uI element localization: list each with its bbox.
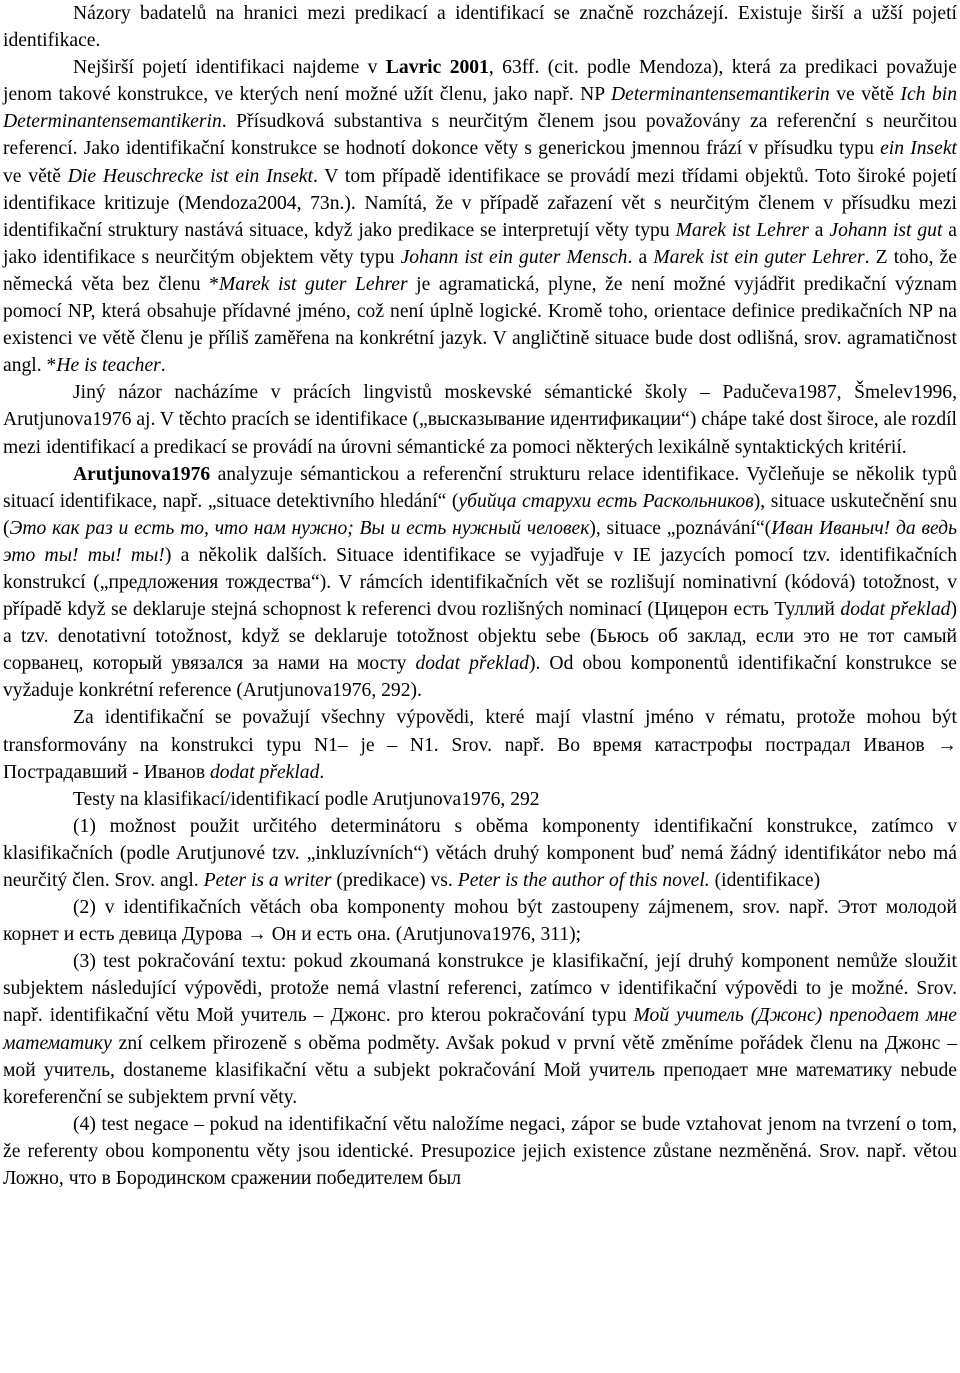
text-run: (3) test pokračování textu: pokud zkoumaná konstrukce je klasifikační, její druhý komponent nemůže sloužit subjektem následující výpovědi, protože nemá vlastní referenci, zatímco v identifikační výpovědi to je možné. Srov. např. identifikační větu Мой учитель – Джонс. pro kterou pokračování typu: [3, 951, 957, 1027]
text-run: .: [160, 355, 166, 377]
text-run: Nejširší pojetí identifikaci najdeme v: [73, 57, 386, 79]
paragraph: [3, 1111, 957, 1192]
text-run: ) a několik dalších. Situace identifikace se vyjadřuje v IE jazycích pomocí tzv. identifikačních konstrukcí („предложения тождества“). V rámcích identifikačních vět se rozlišují nominativní (kódová) totožnost, v případě když se deklaruje stejná schopnost k referenci dvou rozlišných nominací (Цицерон есть Туллий: [3, 544, 958, 621]
italic-text: Determinantensemantikerin: [610, 84, 830, 106]
text-run: Názory badatelů na hranici mezi predikací a identifikací se značně rozcházejí. Existuje širší a užší pojetí identifikace.: [3, 3, 957, 52]
italic-text: Johann ist gut: [829, 219, 943, 241]
italic-text: Peter is the author of this novel.: [457, 870, 710, 891]
italic-text: Это как раз и есть то, что нам нужно; Вы и есть нужный человек: [9, 517, 590, 539]
paragraph: [3, 0, 957, 54]
italic-text: ein Insekt: [880, 138, 958, 160]
text-run: ve větě: [829, 84, 901, 106]
text-run: (identifikace): [709, 870, 821, 891]
paragraph: [3, 54, 957, 379]
italic-text: Marek ist ein guter Lehrer: [653, 246, 865, 268]
paragraph: [3, 379, 957, 460]
text-run: , 63ff. (cit. podle Mendoza), která za predikaci považuje jenom takové konstrukce, ve kterých není možné užít členu, jako např. NP: [3, 57, 957, 106]
text-run: ), situace uskutečnění snu (: [3, 490, 958, 539]
italic-text: Ich bin Determinantensemantikerin: [3, 84, 957, 133]
bold-text: Lavric 2001: [385, 57, 489, 79]
text-run: a jako identifikace s neurčitým objektem věty typu: [3, 219, 957, 268]
italic-text: dodat překlad: [840, 599, 951, 621]
italic-text: dodat překlad: [210, 761, 320, 783]
text-run: .: [319, 761, 325, 783]
text-run: a: [808, 219, 830, 241]
text-run: ve větě: [3, 165, 68, 187]
italic-text: Marek ist Lehrer: [675, 219, 809, 241]
paragraph: [3, 813, 957, 894]
paragraph: [3, 948, 957, 1111]
italic-text: dodat překlad: [415, 653, 529, 675]
text-run: . V tom případě identifikace se provádí mezi třídami objektů. Toto široké pojetí identifikace kritizuje (Mendoza2004, 73n.). Namítá, že v případě zařazení vět s neurčitým členem v přísudku mezi identifikační struktury nastává situace, když jako predikace se interpretují věty typu: [3, 165, 957, 241]
italic-text: Peter is a writer: [203, 870, 332, 891]
paragraph: [3, 461, 957, 705]
italic-text: Die Heuschrecke ist ein Insekt: [67, 165, 313, 187]
text-run: Jiný názor nacházíme v prácích lingvistů moskevské sémantické školy – Padučeva1987, Šmelev1996, Arutjunova1976 aj. V těchto pracích se identifikace („высказывание идентификации“) chápe také dost široce, ale rozdíl mezi identifikací a predikací se provádí na úrovni sémantické za pomoci některých lexikálně syntaktických kritérií.: [3, 382, 957, 458]
italic-text: Иван Иваныч! да ведь это ты! ты! ты!: [3, 517, 957, 566]
text-run: Za identifikační se považují všechny výpovědi, které mají vlastní jméno v rématu, protože mohou být transformovány na konstrukci typu N1– je – N1. Srov. např. Во время катастрофы пострадал Иванов → Пострадавший - Иванов: [3, 707, 957, 783]
text-run: . Přísudková substantiva s neurčitým členem jsou považovány za referenční s neurčitou referencí. Jako identifikační konstrukce se hodnotí dokonce věty s generickou jmennou frází v přísudku typu: [3, 111, 957, 160]
italic-text: Johann ist ein guter Mensch: [400, 246, 628, 268]
italic-text: убийца старухи есть Раскольников: [458, 490, 754, 512]
text-run: . Z toho, že německá věta bez členu *: [3, 246, 957, 295]
text-run: ). Od obou komponentů identifikační konstrukce se vyžaduje konkrétní reference (Arutjunova1976, 292).: [3, 653, 957, 702]
text-run: (predikace) vs.: [331, 870, 458, 891]
paragraph: [3, 894, 957, 948]
text-run: je agramatická, plyne, že není možné vyjádřit predikační význam pomocí NP, která obsahuje přídavné jméno, což není úplně logické. Kromě toho, orientace definice predikačních NP na existenci ve větě členu je příliš zaměřena na konkrétní jazyk. V angličtině situace bude dost odlišná, srov. agramatičnost angl. *: [3, 273, 957, 377]
text-run: Testy na klasifikací/identifikací podle Arutjunova1976, 292: [73, 788, 540, 810]
text-run: zní celkem přirozeně s oběma podměty. Avšak pokud v první větě změníme pořádek členu na Джонс – мой учитель, dostaneme klasifikační větu a subjekt pokračování Мой учитель преподает мне математику nebude koreferenční se subjektem první věty.: [3, 1032, 957, 1108]
document-page: [3, 0, 957, 1192]
italic-text: He is teacher: [56, 355, 161, 377]
text-run: . a: [627, 246, 654, 268]
italic-text: Marek ist guter Lehrer: [218, 273, 408, 295]
text-run: analyzuje sémantickou a referenční strukturu relace identifikace. Vyčleňuje se několik typů situací identifikace, např. „situace detektivního hledání“ (: [3, 463, 957, 512]
text-run: ), situace „poznávání“(: [589, 517, 772, 539]
text-run: (2) v identifikačních větách oba komponenty mohou být zastoupeny zájmenem, srov. např. Этот молодой корнет и есть девица Дурова → Он и есть она. (Arutjunova1976, 311);: [3, 897, 957, 946]
text-run: ) a tzv. denotativní totožnost, když se deklaruje totožnost objektu sebe (Бьюсь об заклад, если это не тот самый сорванец, который увязался за нами на мосту: [3, 599, 957, 675]
italic-text: Мой учитель (Джонс) преподает мне математику: [3, 1005, 957, 1054]
text-run: (4) test negace – pokud na identifikační větu naložíme negaci, zápor se bude vztahovat jenom na tvrzení o tom, že referenty obou komponentu věty jsou identické. Presupozice jejich existence zůstane nezměněná. Srov. např. větou Ложно, что в Бородинском сражении победителем был: [3, 1113, 957, 1190]
text-run: (1) možnost použit určitého determinátoru s oběma komponenty identifikační konstrukce, zatímco v klasifikačních (podle Arutjunové tzv. „inkluzívních“) větách druhý komponent buď nemá žádný identifikátor nebo má neurčitý člen. Srov. angl.: [3, 815, 957, 891]
bold-text: Arutjunova1976: [73, 463, 211, 485]
paragraph: [3, 704, 957, 785]
paragraph: [3, 786, 957, 813]
